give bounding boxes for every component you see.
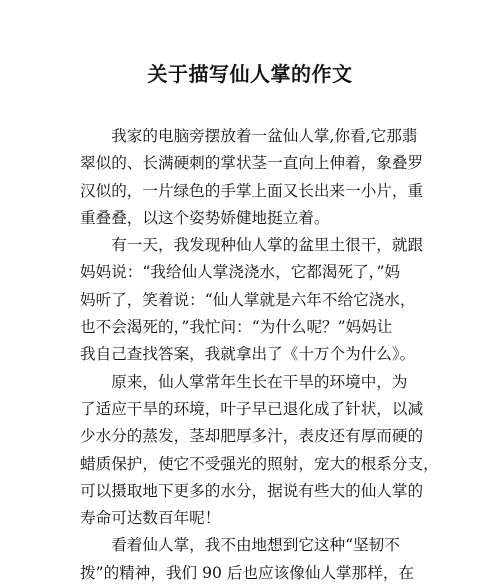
text-line: 拨”的精神，我们 90 后也应该像仙人掌那样，在 <box>80 563 415 582</box>
text-line: 了适应干旱的环境，叶子早已退化成了针状，以减 <box>80 399 424 418</box>
text-line: 也不会渴死的，”我忙问：“为什么呢？”妈妈让 <box>80 318 393 337</box>
document-title: 关于描写仙人掌的作文 <box>147 62 353 86</box>
text-line: 寿命可达数百年呢！ <box>80 509 221 528</box>
text-line: 看着仙人掌，我不由地想到它这种“坚韧不 <box>80 536 400 555</box>
text-line: 蜡质保护，使它不受强光的照射，宠大的根系分支， <box>80 454 439 473</box>
document-body <box>80 123 439 587</box>
text-line: 妈妈说：“我给仙人掌浇浇水，它都渴死了，”妈 <box>80 263 401 282</box>
text-line: 我自己查找答案，我就拿出了《十万个为什么》。 <box>80 345 416 364</box>
text-line: 汉似的，一片绿色的手掌上面又长出来一小片，重 <box>80 181 424 200</box>
text-line: 原来，仙人掌常年生长在干旱的环境中，为 <box>80 372 408 391</box>
text-line: 翠似的、长满硬刺的掌状茎一直向上伸着，象叠罗 <box>80 154 424 173</box>
text-line: 少水分的蒸发，茎却肥厚多汁，表皮还有厚而硬的 <box>80 427 424 446</box>
text-line: 妈听了，笑着说：“仙人掌就是六年不给它浇水， <box>80 290 416 309</box>
text-line: 重叠叠，以这个姿势娇健地挺立着。 <box>80 208 330 227</box>
text-line: 可以摄取地下更多的水分，据说有些大的仙人掌的 <box>80 481 424 500</box>
text-line: 有一天，我发现种仙人掌的盆里土很干，就跟 <box>80 236 424 255</box>
text-line: 我家的电脑旁摆放着一盆仙人掌,你看,它那翡 <box>80 127 418 145</box>
